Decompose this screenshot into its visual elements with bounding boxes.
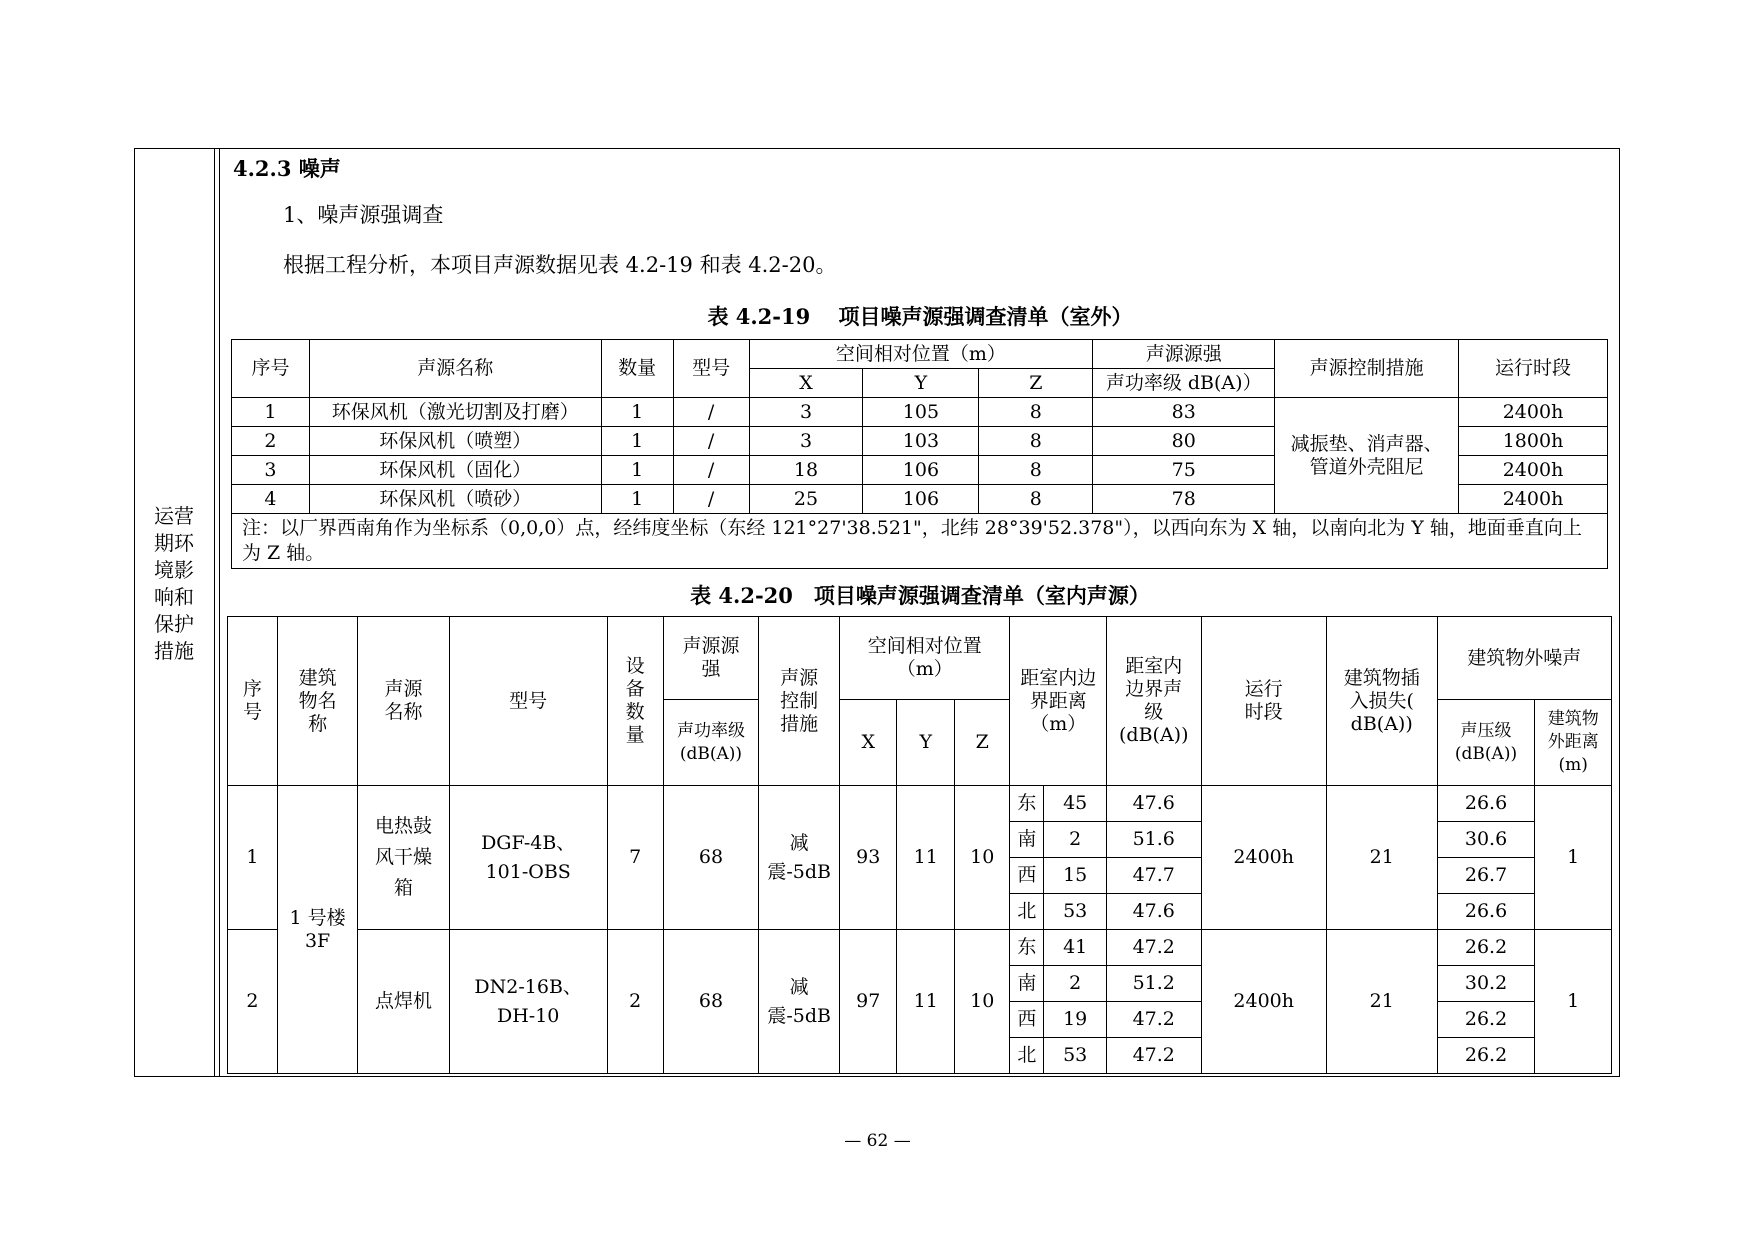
t2-cell: 1 [1535,786,1612,930]
t1-cell: 105 [863,398,979,427]
t2-cell: 47.2 [1107,1002,1201,1038]
t2-header-z: Z [954,700,1010,786]
t2-cell: 2400h [1201,930,1326,1074]
t1-cell: 4 [232,485,310,514]
t1-header-name: 声源名称 [309,340,601,398]
t2-header-strength: 声源源强 [663,617,759,700]
t1-header-seq: 序号 [232,340,310,398]
t2-header-y: Y [897,700,954,786]
t2-cell: 2 [228,930,278,1074]
t2-cell: 11 [897,930,954,1074]
t1-cell: 78 [1093,485,1275,514]
t1-cell: 1 [601,427,673,456]
t2-cell: 30.6 [1437,822,1535,858]
t1-cell: / [673,485,749,514]
t1-header-control: 声源控制措施 [1275,340,1459,398]
table-row [228,786,1612,822]
side-label: 运营期环境影响和保护措施 [154,504,194,663]
table-row [232,398,1608,427]
t2-cell: 53 [1044,1038,1107,1074]
t2-cell: 21 [1326,786,1437,930]
t2-cell: 1 [228,786,278,930]
table2-caption: 表 4.2-20 项目噪声源强调查清单（室内声源） [690,583,1150,608]
t1-cell: 8 [979,485,1093,514]
t1-header-y: Y [863,369,979,398]
t2-cell: 26.2 [1437,930,1535,966]
t2-cell: DN2-16B、DH-10 [449,930,607,1074]
t2-cell: 2400h [1201,786,1326,930]
t1-header-period: 运行时段 [1459,340,1608,398]
t1-note: 注：以厂界西南角作为坐标系（0,0,0）点，经纬度坐标（东经 121°27'38.521"，北纬 28°39'52.378"），以西向东为 X 轴，以南向北为 Y 轴，地面垂直向上为 Z 轴。 [232,514,1608,569]
t2-cell: 7 [607,786,663,930]
t2-header-outdist: 建筑物外距离(m) [1535,700,1612,786]
t1-cell: 环保风机（激光切割及打磨） [309,398,601,427]
t1-header-qty: 数量 [601,340,673,398]
table1-caption: 表 4.2-19 项目噪声源强调查清单（室外） [707,304,1133,329]
t2-cell: 东 [1010,786,1044,822]
t2-cell: 68 [663,786,759,930]
t2-cell: 93 [839,786,896,930]
t2-cell: 68 [663,930,759,1074]
t2-cell: 26.2 [1437,1038,1535,1074]
t2-cell: 10 [954,786,1010,930]
t1-cell: 106 [863,456,979,485]
t2-cell: DGF-4B、101-OBS [449,786,607,930]
t2-header-period: 运行时段 [1201,617,1326,786]
t2-header-outside: 建筑物外噪声 [1437,617,1611,700]
side-column-divider [219,149,220,1076]
t1-header-swl: 声功率级 dB(A)） [1093,369,1275,398]
t1-cell: 8 [979,456,1093,485]
t2-header-loss: 建筑物插入损失( dB(A)) [1326,617,1437,786]
t2-cell: 47.7 [1107,858,1201,894]
section-title: 4.2.3 噪声 [233,156,341,181]
t1-cell: 106 [863,485,979,514]
t2-cell: 2 [1044,966,1107,1002]
t1-cell: 3 [232,456,310,485]
t1-header-x: X [749,369,863,398]
t2-cell: 26.2 [1437,1002,1535,1038]
t1-cell: / [673,456,749,485]
t1-cell: / [673,427,749,456]
t1-cell: 1 [601,456,673,485]
t2-cell: 减震-5dB [759,786,840,930]
t2-cell: 26.6 [1437,786,1535,822]
t1-cell: 83 [1093,398,1275,427]
t2-cell: 东 [1010,930,1044,966]
t2-cell: 97 [839,930,896,1074]
table-outdoor-sources [231,339,1608,569]
t2-cell: 15 [1044,858,1107,894]
t2-header-control: 声源控制措施 [759,617,840,786]
t2-header-model: 型号 [449,617,607,786]
t2-header-dist: 距室内边界距离（m） [1010,617,1107,786]
t1-cell: 1 [601,398,673,427]
t2-cell: 2 [607,930,663,1074]
t1-header-model: 型号 [673,340,749,398]
t2-cell: 45 [1044,786,1107,822]
t2-cell: 北 [1010,1038,1044,1074]
t1-header-z: Z [979,369,1093,398]
t2-building-name: 1 号楼 3F [277,786,357,1074]
t2-cell: 西 [1010,1002,1044,1038]
t1-cell: 80 [1093,427,1275,456]
t2-cell: 点焊机 [358,930,449,1074]
t1-cell: 2400h [1459,398,1608,427]
t1-header-strength: 声源源强 [1093,340,1275,369]
t2-cell: 41 [1044,930,1107,966]
t1-cell: 2400h [1459,456,1608,485]
t1-cell: 18 [749,456,863,485]
t2-cell: 19 [1044,1002,1107,1038]
t2-cell: 53 [1044,894,1107,930]
t1-cell: 环保风机（固化） [309,456,601,485]
table-row [228,930,1612,966]
t2-header-boundary: 距室内边界声级(dB(A)) [1107,617,1201,786]
t2-cell: 南 [1010,822,1044,858]
t2-header-seq: 序号 [228,617,278,786]
t2-cell: 1 [1535,930,1612,1074]
t1-header-pos: 空间相对位置（m） [749,340,1093,369]
t1-cell: 25 [749,485,863,514]
t2-header-pos: 空间相对位置（m） [839,617,1009,700]
content-area [221,149,1619,1076]
page-number: — 62 — [844,1131,911,1151]
t1-cell: 8 [979,427,1093,456]
t2-header-building: 建筑物名称 [277,617,357,786]
t2-cell: 南 [1010,966,1044,1002]
side-column [135,149,215,1076]
t2-cell: 电热鼓风干燥箱 [358,786,449,930]
t1-cell: 8 [979,398,1093,427]
t2-cell: 减震-5dB [759,930,840,1074]
t2-cell: 26.6 [1437,894,1535,930]
t2-cell: 47.2 [1107,1038,1201,1074]
t1-cell: 2400h [1459,485,1608,514]
paragraph: 根据工程分析，本项目声源数据见表 4.2-19 和表 4.2-20。 [283,253,837,277]
t1-cell: 1 [232,398,310,427]
t1-cell: 3 [749,398,863,427]
t2-cell: 2 [1044,822,1107,858]
t1-cell: 环保风机（喷塑） [309,427,601,456]
t1-cell: 103 [863,427,979,456]
t1-cell: 1 [601,485,673,514]
t1-cell: 75 [1093,456,1275,485]
t2-header-qty: 设备数量 [607,617,663,786]
t2-cell: 30.2 [1437,966,1535,1002]
t1-cell: 3 [749,427,863,456]
t2-cell: 26.7 [1437,858,1535,894]
t1-cell: 2 [232,427,310,456]
t2-cell: 47.2 [1107,930,1201,966]
page-frame [134,148,1620,1077]
t2-cell: 21 [1326,930,1437,1074]
t2-cell: 51.6 [1107,822,1201,858]
t1-cell: 1800h [1459,427,1608,456]
t2-cell: 西 [1010,858,1044,894]
t2-cell: 47.6 [1107,894,1201,930]
t2-header-source: 声源名称 [358,617,449,786]
t2-cell: 47.6 [1107,786,1201,822]
t2-header-spl: 声压级(dB(A)) [1437,700,1535,786]
subsection-title: 1、噪声源强调查 [283,203,444,227]
t1-cell: / [673,398,749,427]
t2-header-swl: 声功率级(dB(A)) [663,700,759,786]
t2-header-x: X [839,700,896,786]
table-indoor-sources [227,616,1612,1074]
t2-cell: 51.2 [1107,966,1201,1002]
t1-cell: 环保风机（喷砂） [309,485,601,514]
t2-cell: 10 [954,930,1010,1074]
t2-cell: 11 [897,786,954,930]
t2-cell: 北 [1010,894,1044,930]
t1-control-measures: 减振垫、消声器、管道外壳阻尼 [1275,398,1459,514]
